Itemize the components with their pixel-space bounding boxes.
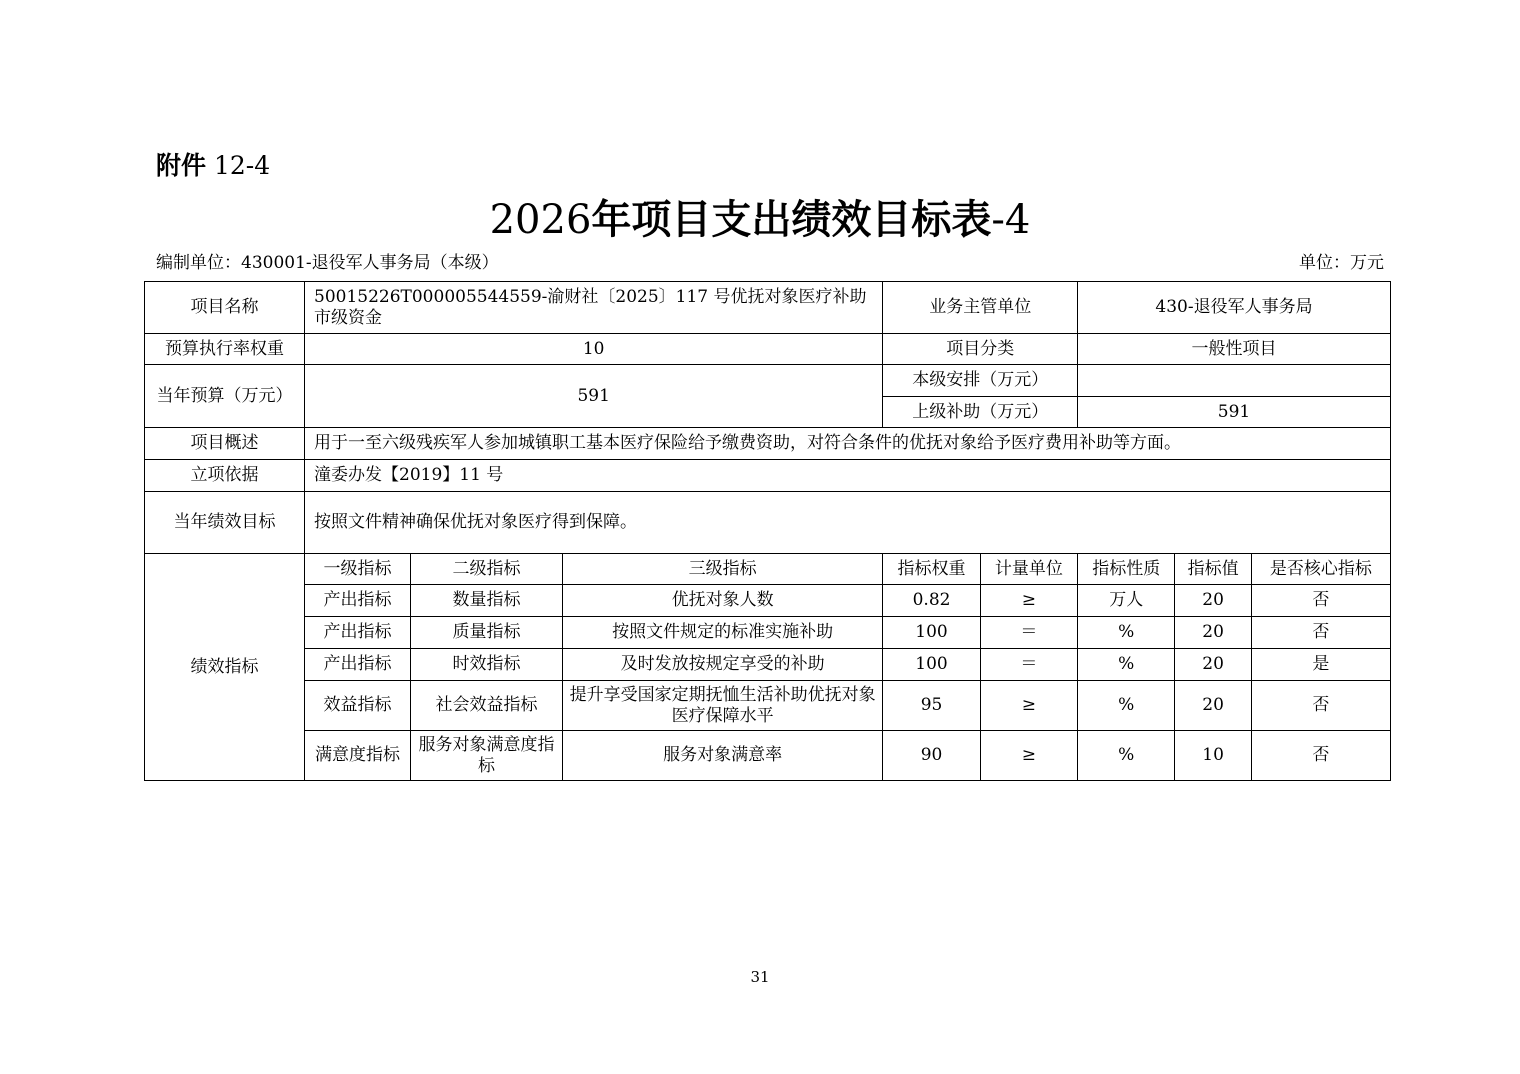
nature-cell: % [1078,681,1175,731]
level1-cell: 满意度指标 [305,731,411,781]
attachment-label [156,146,270,182]
row-basis [145,460,1391,492]
indicator-header: 一级指标 [305,554,411,585]
overview-value: 用于一至六级残疾军人参加城镇职工基本医疗保险给予缴费资助，对符合条件的优抚对象给予医疗费用补助等方面。 [305,428,1391,460]
level2-cell: 服务对象满意度指标 [411,731,563,781]
row-project-name [145,282,1391,334]
attachment-number: 12-4 [213,151,271,180]
dept-label: 业务主管单位 [883,282,1078,334]
basis-value: 潼委办发【2019】11 号 [305,460,1391,492]
basis-label: 立项依据 [145,460,305,492]
level3-cell: 服务对象满意率 [562,731,883,781]
superior-subsidy-value: 591 [1078,397,1391,428]
unit-label: 单位：万元 [1299,253,1384,273]
indicator-row [145,617,1391,649]
indicators-section-label: 绩效指标 [145,554,305,781]
row-annual-budget [145,365,1391,397]
value-cell: 20 [1175,585,1251,617]
table-container [144,281,1391,781]
level3-cell: 按照文件规定的标准实施补助 [562,617,883,649]
level2-cell: 数量指标 [411,585,563,617]
value-cell: 20 [1175,681,1251,731]
indicator-header: 是否核心指标 [1251,554,1390,585]
level1-cell: 产出指标 [305,585,411,617]
category-value: 一般性项目 [1078,334,1391,365]
indicator-header: 指标性质 [1078,554,1175,585]
core-cell: 否 [1251,731,1390,781]
level2-cell: 社会效益指标 [411,681,563,731]
nature-cell: % [1078,649,1175,681]
indicator-row [145,585,1391,617]
dept-value: 430-退役军人事务局 [1078,282,1391,334]
row-overview [145,428,1391,460]
performance-table [144,281,1391,781]
indicator-row [145,731,1391,781]
value-cell: 10 [1175,731,1251,781]
level1-cell: 产出指标 [305,617,411,649]
level3-cell: 提升享受国家定期抚恤生活补助优抚对象医疗保障水平 [562,681,883,731]
annual-budget-value: 591 [305,365,883,428]
weight-cell: 0.82 [883,585,980,617]
weight-cell: 100 [883,617,980,649]
page-number: 31 [750,968,770,986]
overview-label: 项目概述 [145,428,305,460]
row-goal [145,492,1391,554]
nature-cell: 万人 [1078,585,1175,617]
superior-subsidy-label: 上级补助（万元） [883,397,1078,428]
weight-cell: 90 [883,731,980,781]
category-label: 项目分类 [883,334,1078,365]
measure-cell: ≥ [980,681,1077,731]
indicator-header: 三级指标 [562,554,883,585]
annual-budget-label: 当年预算（万元） [145,365,305,428]
weight-cell: 95 [883,681,980,731]
local-arrangement-label: 本级安排（万元） [883,365,1078,397]
page-title [0,188,1520,245]
nature-cell: % [1078,617,1175,649]
level1-cell: 产出指标 [305,649,411,681]
level2-cell: 质量指标 [411,617,563,649]
goal-label: 当年绩效目标 [145,492,305,554]
indicator-header: 二级指标 [411,554,563,585]
local-arrangement-value [1078,365,1391,397]
value-cell: 20 [1175,649,1251,681]
level3-cell: 及时发放按规定享受的补助 [562,649,883,681]
indicator-row [145,649,1391,681]
core-cell: 否 [1251,585,1390,617]
budget-rate-label: 预算执行率权重 [145,334,305,365]
measure-cell: ≥ [980,585,1077,617]
measure-cell: ≥ [980,731,1077,781]
indicator-row [145,681,1391,731]
measure-cell: ＝ [980,617,1077,649]
level2-cell: 时效指标 [411,649,563,681]
indicator-header: 指标值 [1175,554,1251,585]
measure-cell: ＝ [980,649,1077,681]
indicator-header: 计量单位 [980,554,1077,585]
row-budget-rate [145,334,1391,365]
nature-cell: % [1078,731,1175,781]
goal-value: 按照文件精神确保优抚对象医疗得到保障。 [305,492,1391,554]
core-cell: 否 [1251,617,1390,649]
weight-cell: 100 [883,649,980,681]
title-suffix: -4 [991,197,1031,243]
indicator-header-row [145,554,1391,585]
value-cell: 20 [1175,617,1251,649]
project-name-label: 项目名称 [145,282,305,334]
attachment-prefix: 附件 [156,151,207,180]
project-name-value: 50015226T000005544559-渝财社〔2025〕117 号优抚对象医疗补助市级资金 [305,282,883,334]
indicator-header: 指标权重 [883,554,980,585]
title-year: 2026 [489,197,592,243]
level3-cell: 优抚对象人数 [562,585,883,617]
budget-rate-value: 10 [305,334,883,365]
core-cell: 否 [1251,681,1390,731]
org-label: 编制单位：430001-退役军人事务局（本级） [156,253,499,273]
level1-cell: 效益指标 [305,681,411,731]
core-cell: 是 [1251,649,1390,681]
title-text: 年项目支出绩效目标表 [591,197,992,243]
